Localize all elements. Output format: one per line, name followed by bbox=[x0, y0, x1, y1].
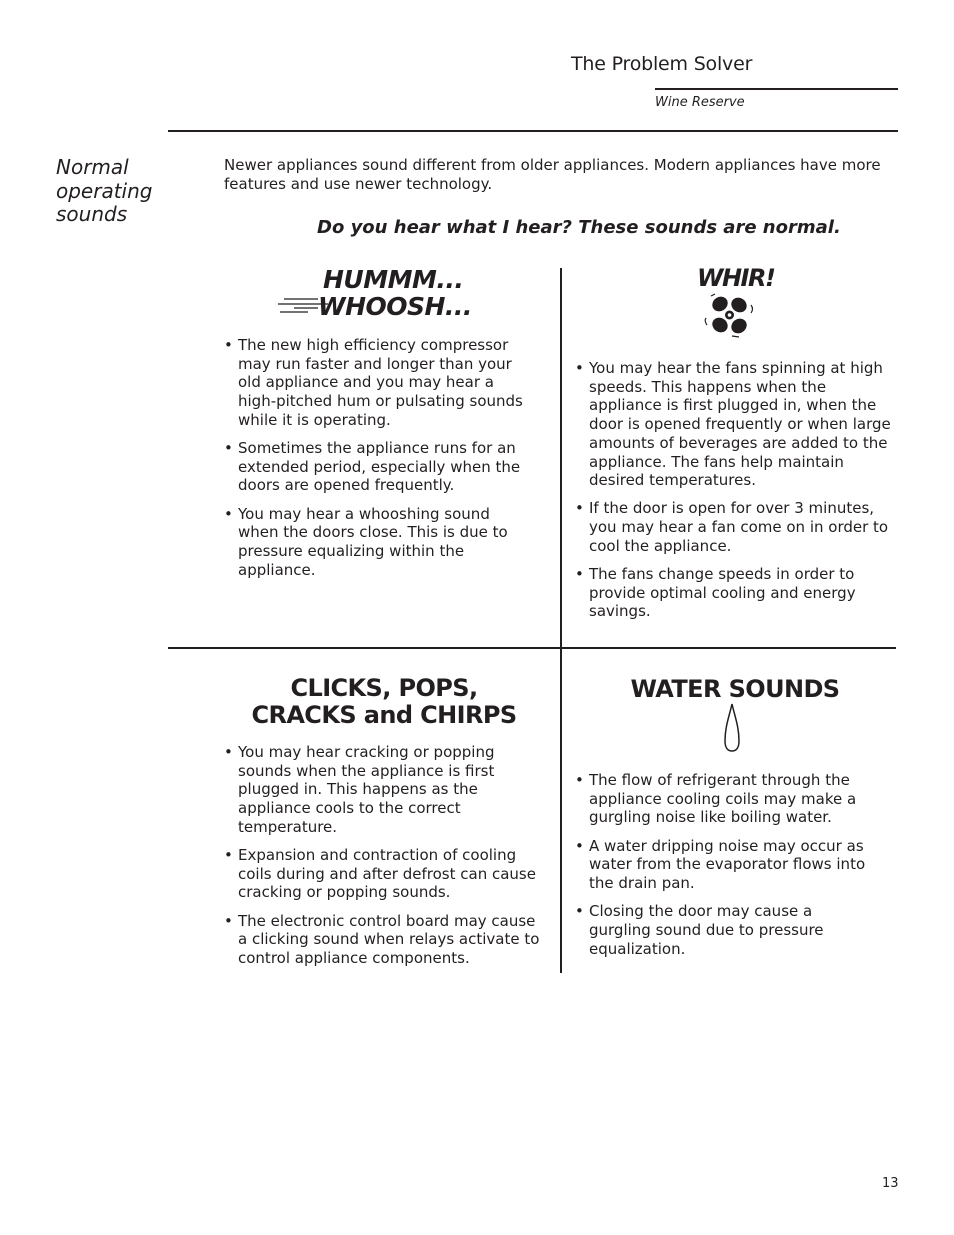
row-divider bbox=[168, 647, 896, 649]
list-item: • The electronic control board may cause a clicking sound when relays activate to control appliance components. bbox=[224, 912, 546, 968]
hum-heading-line2: WHOOSH... bbox=[318, 292, 472, 321]
hum-bullet-list bbox=[224, 336, 534, 589]
tagline: Do you hear what I hear? These sounds are normal. bbox=[317, 217, 841, 238]
clicks-heading-line1: CLICKS, POPS, bbox=[290, 674, 478, 702]
list-item: • If the door is open for over 3 minutes, you may hear a fan come on in order to cool the appliance. bbox=[575, 499, 893, 555]
page-number: 13 bbox=[882, 1176, 899, 1191]
list-item: • Sometimes the appliance runs for an extended period, especially when the doors are opened frequently. bbox=[224, 439, 534, 495]
header-rule bbox=[655, 88, 898, 90]
section-header-subtitle: Wine Reserve bbox=[655, 95, 745, 110]
list-item: • You may hear the fans spinning at high speeds. This happens when the appliance is first plugged in, when the door is opened frequently or when large amounts of beverages are added to the appliance. The fans help maintain desired temperatures. bbox=[575, 359, 893, 490]
section-header-title: The Problem Solver bbox=[571, 53, 753, 75]
water-drop-icon bbox=[723, 703, 741, 753]
water-bullet-list bbox=[575, 771, 875, 968]
clicks-bullet-list bbox=[224, 743, 546, 977]
top-divider bbox=[168, 130, 898, 132]
side-heading: Normal operating sounds bbox=[56, 155, 153, 226]
list-item: • The fans change speeds in order to provide optimal cooling and energy savings. bbox=[575, 565, 893, 621]
whir-bullet-list bbox=[575, 359, 893, 631]
column-divider-bottom bbox=[560, 648, 562, 973]
water-heading: WATER SOUNDS bbox=[630, 675, 840, 703]
clicks-heading bbox=[224, 675, 544, 729]
list-item: • Expansion and contraction of cooling coils during and after defrost can cause cracking or popping sounds. bbox=[224, 846, 546, 902]
whir-heading: WHIR! bbox=[697, 264, 775, 292]
column-divider-top bbox=[560, 268, 562, 648]
fan-icon bbox=[703, 291, 755, 339]
list-item: • The new high efficiency compressor may run faster and longer than your old appliance and you may hear a high-pitched hum or pulsating sounds while it is operating. bbox=[224, 336, 534, 430]
hum-heading-line1: HUMMM... bbox=[323, 265, 464, 294]
list-item: • Closing the door may cause a gurgling sound due to pressure equalization. bbox=[575, 902, 875, 958]
list-item: • You may hear a whooshing sound when the doors close. This is due to pressure equalizing within the appliance. bbox=[224, 505, 534, 580]
clicks-heading-line2: CRACKS and CHIRPS bbox=[251, 701, 517, 729]
list-item: • The flow of refrigerant through the appliance cooling coils may make a gurgling noise like boiling water. bbox=[575, 771, 875, 827]
list-item: • A water dripping noise may occur as water from the evaporator flows into the drain pan. bbox=[575, 837, 875, 893]
intro-paragraph: Newer appliances sound different from older appliances. Modern appliances have more features and use newer technology. bbox=[224, 156, 881, 193]
list-item: • You may hear cracking or popping sounds when the appliance is first plugged in. This happens as the appliance cools to the correct temperature. bbox=[224, 743, 546, 837]
